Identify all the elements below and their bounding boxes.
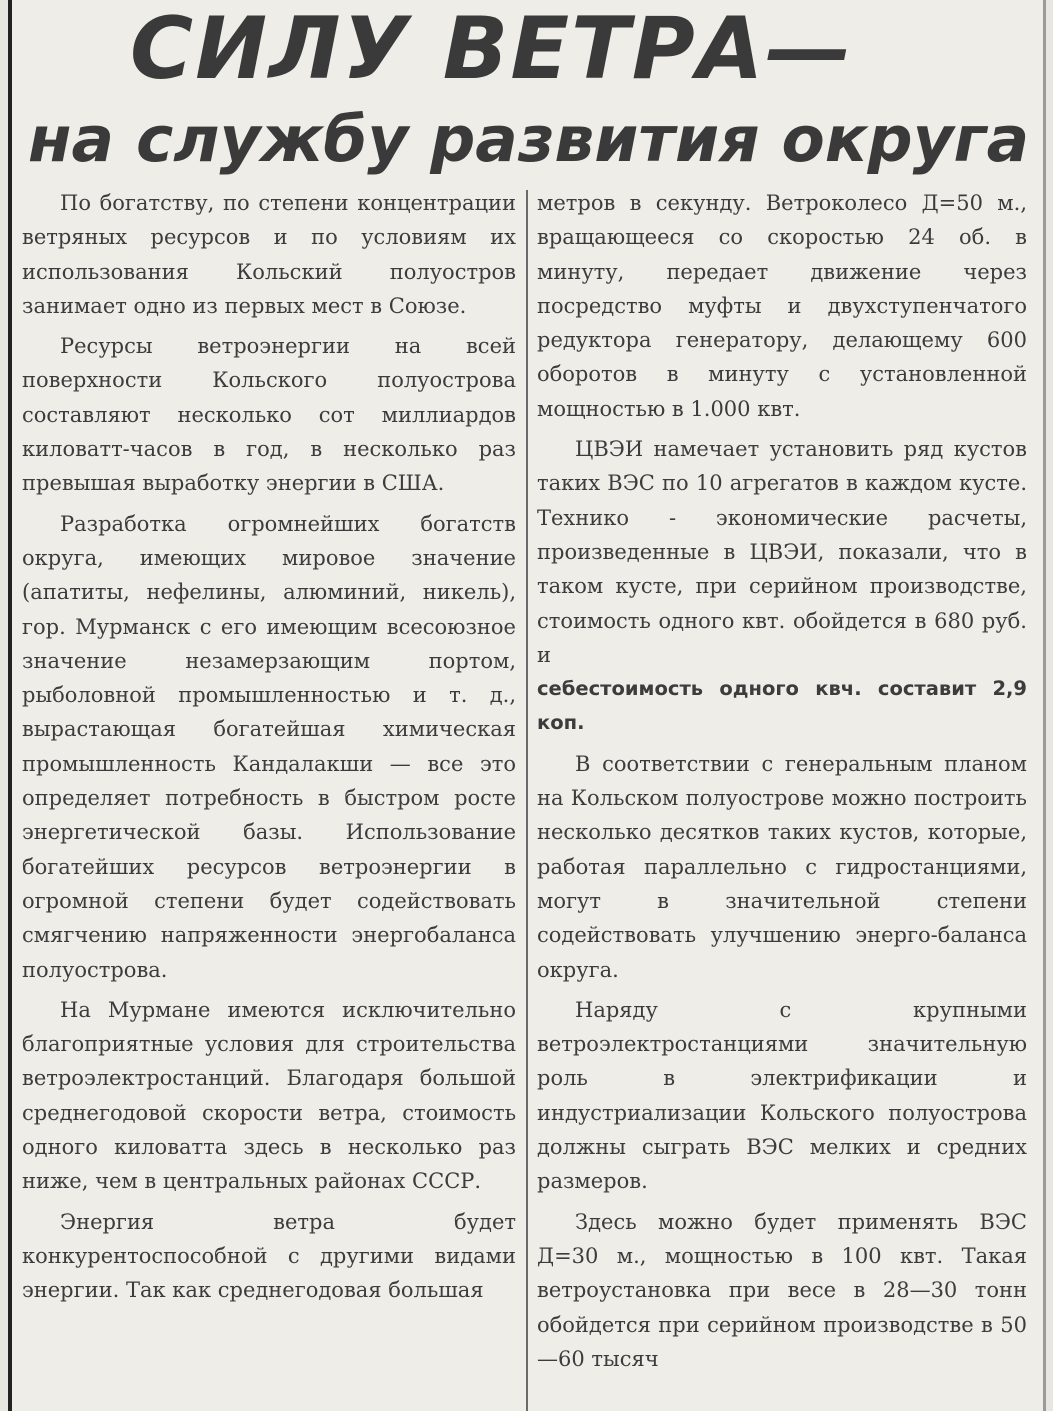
paragraph: По богатству, по степени концентрации ветряных ресурсов и по условиям их использования Кольский полуостров занимает одно из первых мест в Союзе. <box>22 191 516 318</box>
column-divider <box>526 190 528 1411</box>
paragraph: В соответствии с генеральным планом на Кольском полуострове можно построить несколько десятков таких кустов, которые, работая параллельно с гидростанциями, могут в значительной степени содействовать улучшению энерго-баланса округа. <box>537 751 1027 982</box>
newspaper-page <box>8 0 1046 1411</box>
paragraph: Ресурсы ветроэнергии на всей поверхности Кольского полуострова составляют несколько сот миллиардов киловатт-часов в год, в несколько раз превышая выработку энергии в США. <box>22 334 516 496</box>
paragraph: ЦВЭИ намечает установить ряд кустов таких ВЭС по 10 агрегатов в каждом кусте. Технико - экономические расчеты, произведенные в ЦВЭИ, показали, что в таком кусте, при серийном производстве, стоимость одного квт. обойдется в 680 руб. и <box>537 437 1027 667</box>
article-column-right <box>537 186 1027 1411</box>
headline-line-1: СИЛУ ВЕТРА— <box>130 0 854 99</box>
paragraph: Энергия ветра будет конкурентоспособной с другими видами энергии. Так как среднегодовая большая <box>22 1209 516 1303</box>
paragraph: На Мурмане имеются исключительно благоприятные условия для строительства ветроэлектростанций. Благодаря большой среднегодовой скорости ветра, стоимость одного киловатта здесь в несколько раз ниже, чем в центральных районах СССР. <box>22 997 516 1194</box>
article-column-left <box>22 186 516 1411</box>
paragraph: Здесь можно будет применять ВЭС Д=30 м., мощностью в 100 квт. Такая ветроустановка при весе в 28—30 тонн обойдется при серийном производстве в 50—60 тысяч <box>537 1209 1027 1371</box>
paragraph-bold: себестоимость одного квч. составит 2,9 коп. <box>537 677 1027 735</box>
paragraph-continuation: метров в секунду. Ветроколесо Д=50 м., вращающееся со скоростью 24 об. в минуту, передает движение через посредство муфты и двухступенчатого редуктора генератору, делающему 600 оборотов в минуту с установленной мощностью в 1.000 квт. <box>537 191 1027 421</box>
paragraph: Разработка огромнейших богатств округа, имеющих мировое значение (апатиты, нефелины, алюминий, никель), гор. Мурманск с его имеющим всесоюзное значение незамерзающим портом, рыболовной промышленностью и т. д., вырастающая богатейшая химическая промышленность Кандалакши — все это определяет потребность в быстром росте энергетической базы. Использование богатейших ресурсов ветроэнергии в огромной степени будет содействовать смягчению напряженности энергобаланса полуострова. <box>22 511 516 982</box>
paragraph: Наряду с крупными ветроэлектростанциями значительную роль в электрификации и индустриализации Кольского полуострова должны сыграть ВЭС мелких и средних размеров. <box>537 997 1027 1194</box>
headline-line-2: на службу развития округа <box>28 103 1030 176</box>
